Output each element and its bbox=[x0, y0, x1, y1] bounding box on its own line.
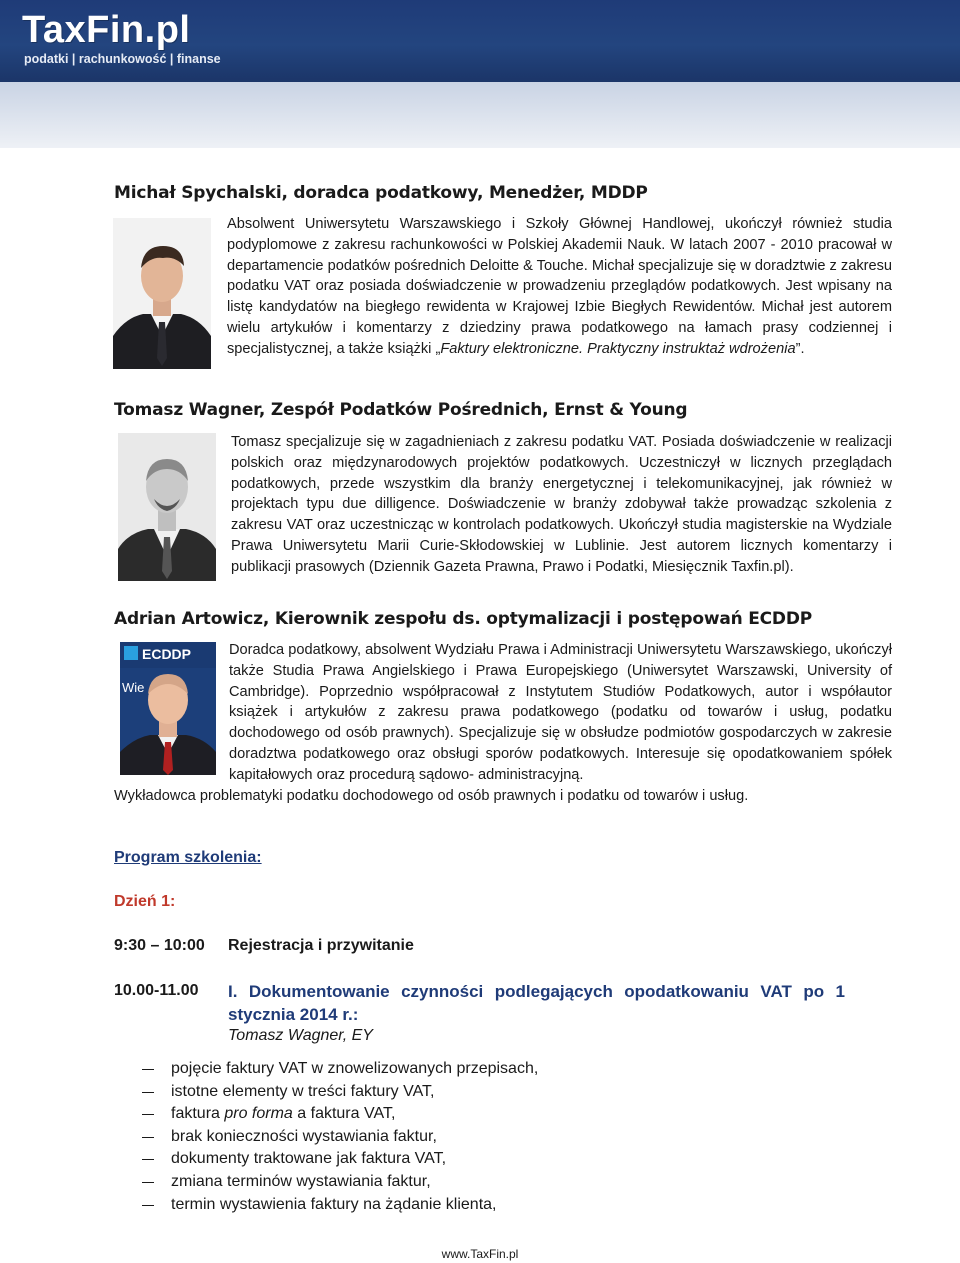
agenda-time-2: 10.00-11.00 bbox=[114, 982, 199, 999]
topic-text: faktura bbox=[171, 1105, 225, 1123]
speaker-2-bio: Tomasz specjalizuje się w zagadnieniach z zakresu podatku VAT. Posiada doświadczenie w realizacji polskich oraz międzynarodowych projektów podatkowych. Uczestniczył w licznych przeglądach podatkowych, przede wszystkim dla branży energetycznej i telekomunikacyjnej, jak również w projektach typu due dilligence. Doświadczenie w branży zdobywał także prowadząc szkolenia z zakresu VAT oraz uczestnicząc w kontrolach podatkowych. Ukończył studia magisterskie na Wydziale Prawa Uniwersytetu Marii Curie-Skłodowskiej w Lublinie. Jest autorem licznych komentarzy i publikacji prasowych (Dziennik Gazeta Prawna, Prawo i Podatki, Miesięcznik Taxfin.pl). bbox=[231, 434, 892, 575]
photo-background-text: Wie bbox=[122, 680, 145, 695]
speaker-3-bio-tail: Wykładowca problematyki podatku dochodowego od osób prawnych i podatku od towarów i usług. bbox=[114, 788, 749, 804]
topic-item bbox=[140, 1103, 538, 1126]
agenda-item-2-speaker: Tomasz Wagner, EY bbox=[228, 1027, 373, 1044]
topic-list bbox=[140, 1058, 538, 1216]
agenda-time-1: 9:30 – 10:00 bbox=[114, 937, 205, 954]
topic-item: termin wystawienia faktury na żądanie klienta, bbox=[140, 1194, 538, 1217]
agenda-item-2-title: I. Dokumentowanie czynności podlegających opodatkowaniu VAT po 1 stycznia 2014 r.: bbox=[228, 982, 845, 1024]
day-heading: Dzień 1: bbox=[114, 893, 176, 910]
header-banner bbox=[0, 0, 960, 82]
ecddp-logo-text: ECDDP bbox=[142, 646, 192, 662]
logo-wordmark: TaxFin.pl bbox=[22, 9, 191, 51]
speaker-2-title: Tomasz Wagner, Zespół Podatków Pośrednich, Ernst & Young bbox=[114, 400, 688, 420]
logo-tagline: podatki | rachunkowość | finanse bbox=[24, 52, 221, 66]
speaker-1-title: Michał Spychalski, doradca podatkowy, Menedżer, MDDP bbox=[114, 183, 648, 203]
topic-text: a faktura VAT, bbox=[292, 1105, 396, 1123]
speaker-1-book-title: Faktury elektroniczne. Praktyczny instruktaż wdrożenia bbox=[440, 340, 796, 357]
program-heading: Program szkolenia: bbox=[114, 849, 262, 866]
topic-item: dokumenty traktowane jak faktura VAT, bbox=[140, 1148, 538, 1171]
taxfin-logo[interactable] bbox=[22, 10, 221, 66]
speaker-3-title: Adrian Artowicz, Kierownik zespołu ds. optymalizacji i postępowań ECDDP bbox=[114, 609, 812, 629]
topic-item: pojęcie faktury VAT w znowelizowanych przepisach, bbox=[140, 1058, 538, 1081]
speaker-1-bio-end: ”. bbox=[795, 340, 805, 357]
topic-item: brak konieczności wystawiania faktur, bbox=[140, 1126, 538, 1149]
footer-url[interactable]: www.TaxFin.pl bbox=[441, 1247, 519, 1261]
speaker-2-photo bbox=[118, 433, 216, 581]
speaker-1-bio-text: Absolwent Uniwersytetu Warszawskiego i Szkoły Głównej Handlowej, ukończył również studia podyplomowe z zakresu rachunkowości w Polskiej Akademii Nauk. W latach 2007 - 2010 pracował w departamencie podatków pośrednich Deloitte & Touche. Michał specjalizuje się w doradztwie z zakresu podatku VAT oraz posiada doświadczenie w prowadzeniu przeglądów podatkowych. Jest wpisany na listę kandydatów na biegłego rewidenta w Krajowej Izbie Biegłych Rewidentów. Michał jest autorem wielu artykułów i komentarzy z dziedziny prawa podatkowego na łamach prasy codziennej i specjalistycznej, a także książki „ bbox=[227, 216, 892, 357]
speaker-3-bio: Doradca podatkowy, absolwent Wydziału Prawa i Administracji Uniwersytetu Warszawskiego, ukończył także Studia Prawa Angielskiego i Prawa Europejskiego (Uniwersytet Warszawski, University of Cambridge). Poprzednio współpracował z Instytutem Studiów Podatkowych, autor i współautor książek i artykułów z zakresu prawa podatkowego (podatku od towarów i usług, podatku dochodowego od osób prawnych). Specjalizuje się w obsłudze podmiotów gospodarczych w zakresie doradztwa podatkowego oraz obsługi sporów podatkowych. Interesuje się opodatkowaniem spółek kapitałowych oraz procedurą sądowo- administracyjną. bbox=[229, 642, 892, 783]
topic-emphasis: pro forma bbox=[224, 1105, 293, 1123]
speaker-3-photo bbox=[120, 642, 216, 775]
header-stripe bbox=[0, 82, 960, 148]
topic-item: zmiana terminów wystawiania faktur, bbox=[140, 1171, 538, 1194]
speaker-1-bio bbox=[227, 214, 892, 360]
agenda-item-1: Rejestracja i przywitanie bbox=[228, 937, 414, 954]
speaker-1-photo bbox=[113, 218, 211, 369]
topic-item: istotne elementy w treści faktury VAT, bbox=[140, 1081, 538, 1104]
